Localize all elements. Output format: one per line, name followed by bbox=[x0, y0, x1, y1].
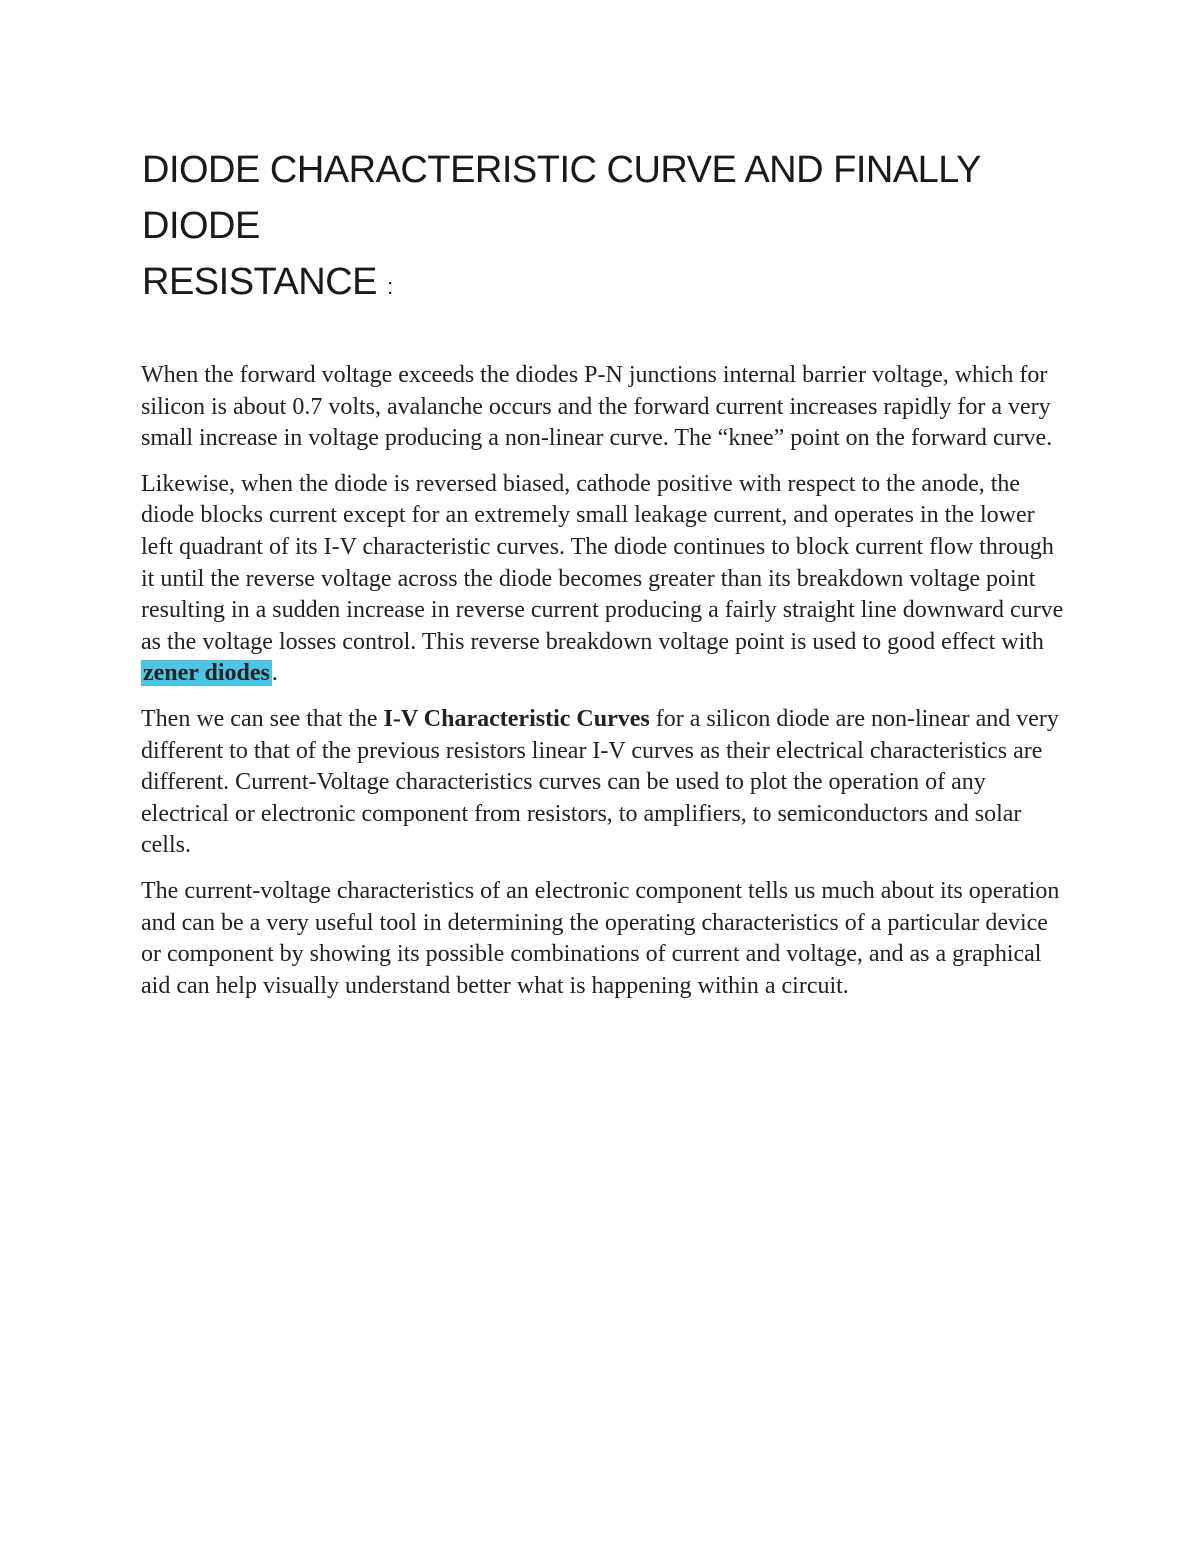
paragraph-iv-curves-rest: for a silicon diode are non-linear and very different to that of the previous resistors linear I-V curves as their electrical characteristics are different. Current-Voltage characteristics curves can be used to plot the operation of any electrical or electronic component from resistors, to amplifiers, to semiconductors and solar cells. bbox=[141, 705, 1059, 859]
title-line-1: DIODE CHARACTERISTIC CURVE AND FINALLY DIODE bbox=[142, 149, 981, 247]
iv-characteristic-curves-bold: I-V Characteristic Curves bbox=[383, 705, 650, 732]
paragraph-reverse-bias bbox=[141, 469, 1071, 690]
paragraph-forward-bias: When the forward voltage exceeds the diodes P-N junctions internal barrier voltage, which for silicon is about 0.7 volts, avalanche occurs and the forward current increases rapidly for a very small increase in voltage producing a non-linear curve. The “knee” point on the forward curve. bbox=[141, 362, 1053, 452]
paragraph-reverse-bias-text: Likewise, when the diode is reversed biased, cathode positive with respect to the anode, the diode blocks current except for an extremely small leakage current, and operates in the lower left quadrant of its I-V characteristic curves. The diode continues to block current flow through it until the reverse voltage across the diode becomes greater than its breakdown voltage point resulting in a sudden increase in reverse current producing a fairly straight line downward curve as the voltage losses control. This reverse breakdown voltage point is used to good effect with bbox=[141, 470, 1064, 655]
paragraph-reverse-bias-end: . bbox=[271, 660, 278, 687]
zener-diodes-highlight: zener diodes bbox=[143, 660, 270, 687]
document-body bbox=[141, 360, 1071, 1016]
title-line-2: RESISTANCE bbox=[142, 261, 378, 303]
paragraph-iv-curves-start: Then we can see that the bbox=[141, 705, 384, 732]
paragraph-current-voltage: The current-voltage characteristics of an electronic component tells us much about its operation and can be a very useful tool in determining the operating characteristics of a particular device or component by showing its possible combinations of current and voltage, and as a graphical aid can help visually understand better what is happening within a circuit. bbox=[141, 877, 1060, 999]
page-title bbox=[142, 142, 1082, 315]
title-colon: : bbox=[387, 274, 393, 299]
paragraph-iv-curves bbox=[141, 704, 1071, 862]
